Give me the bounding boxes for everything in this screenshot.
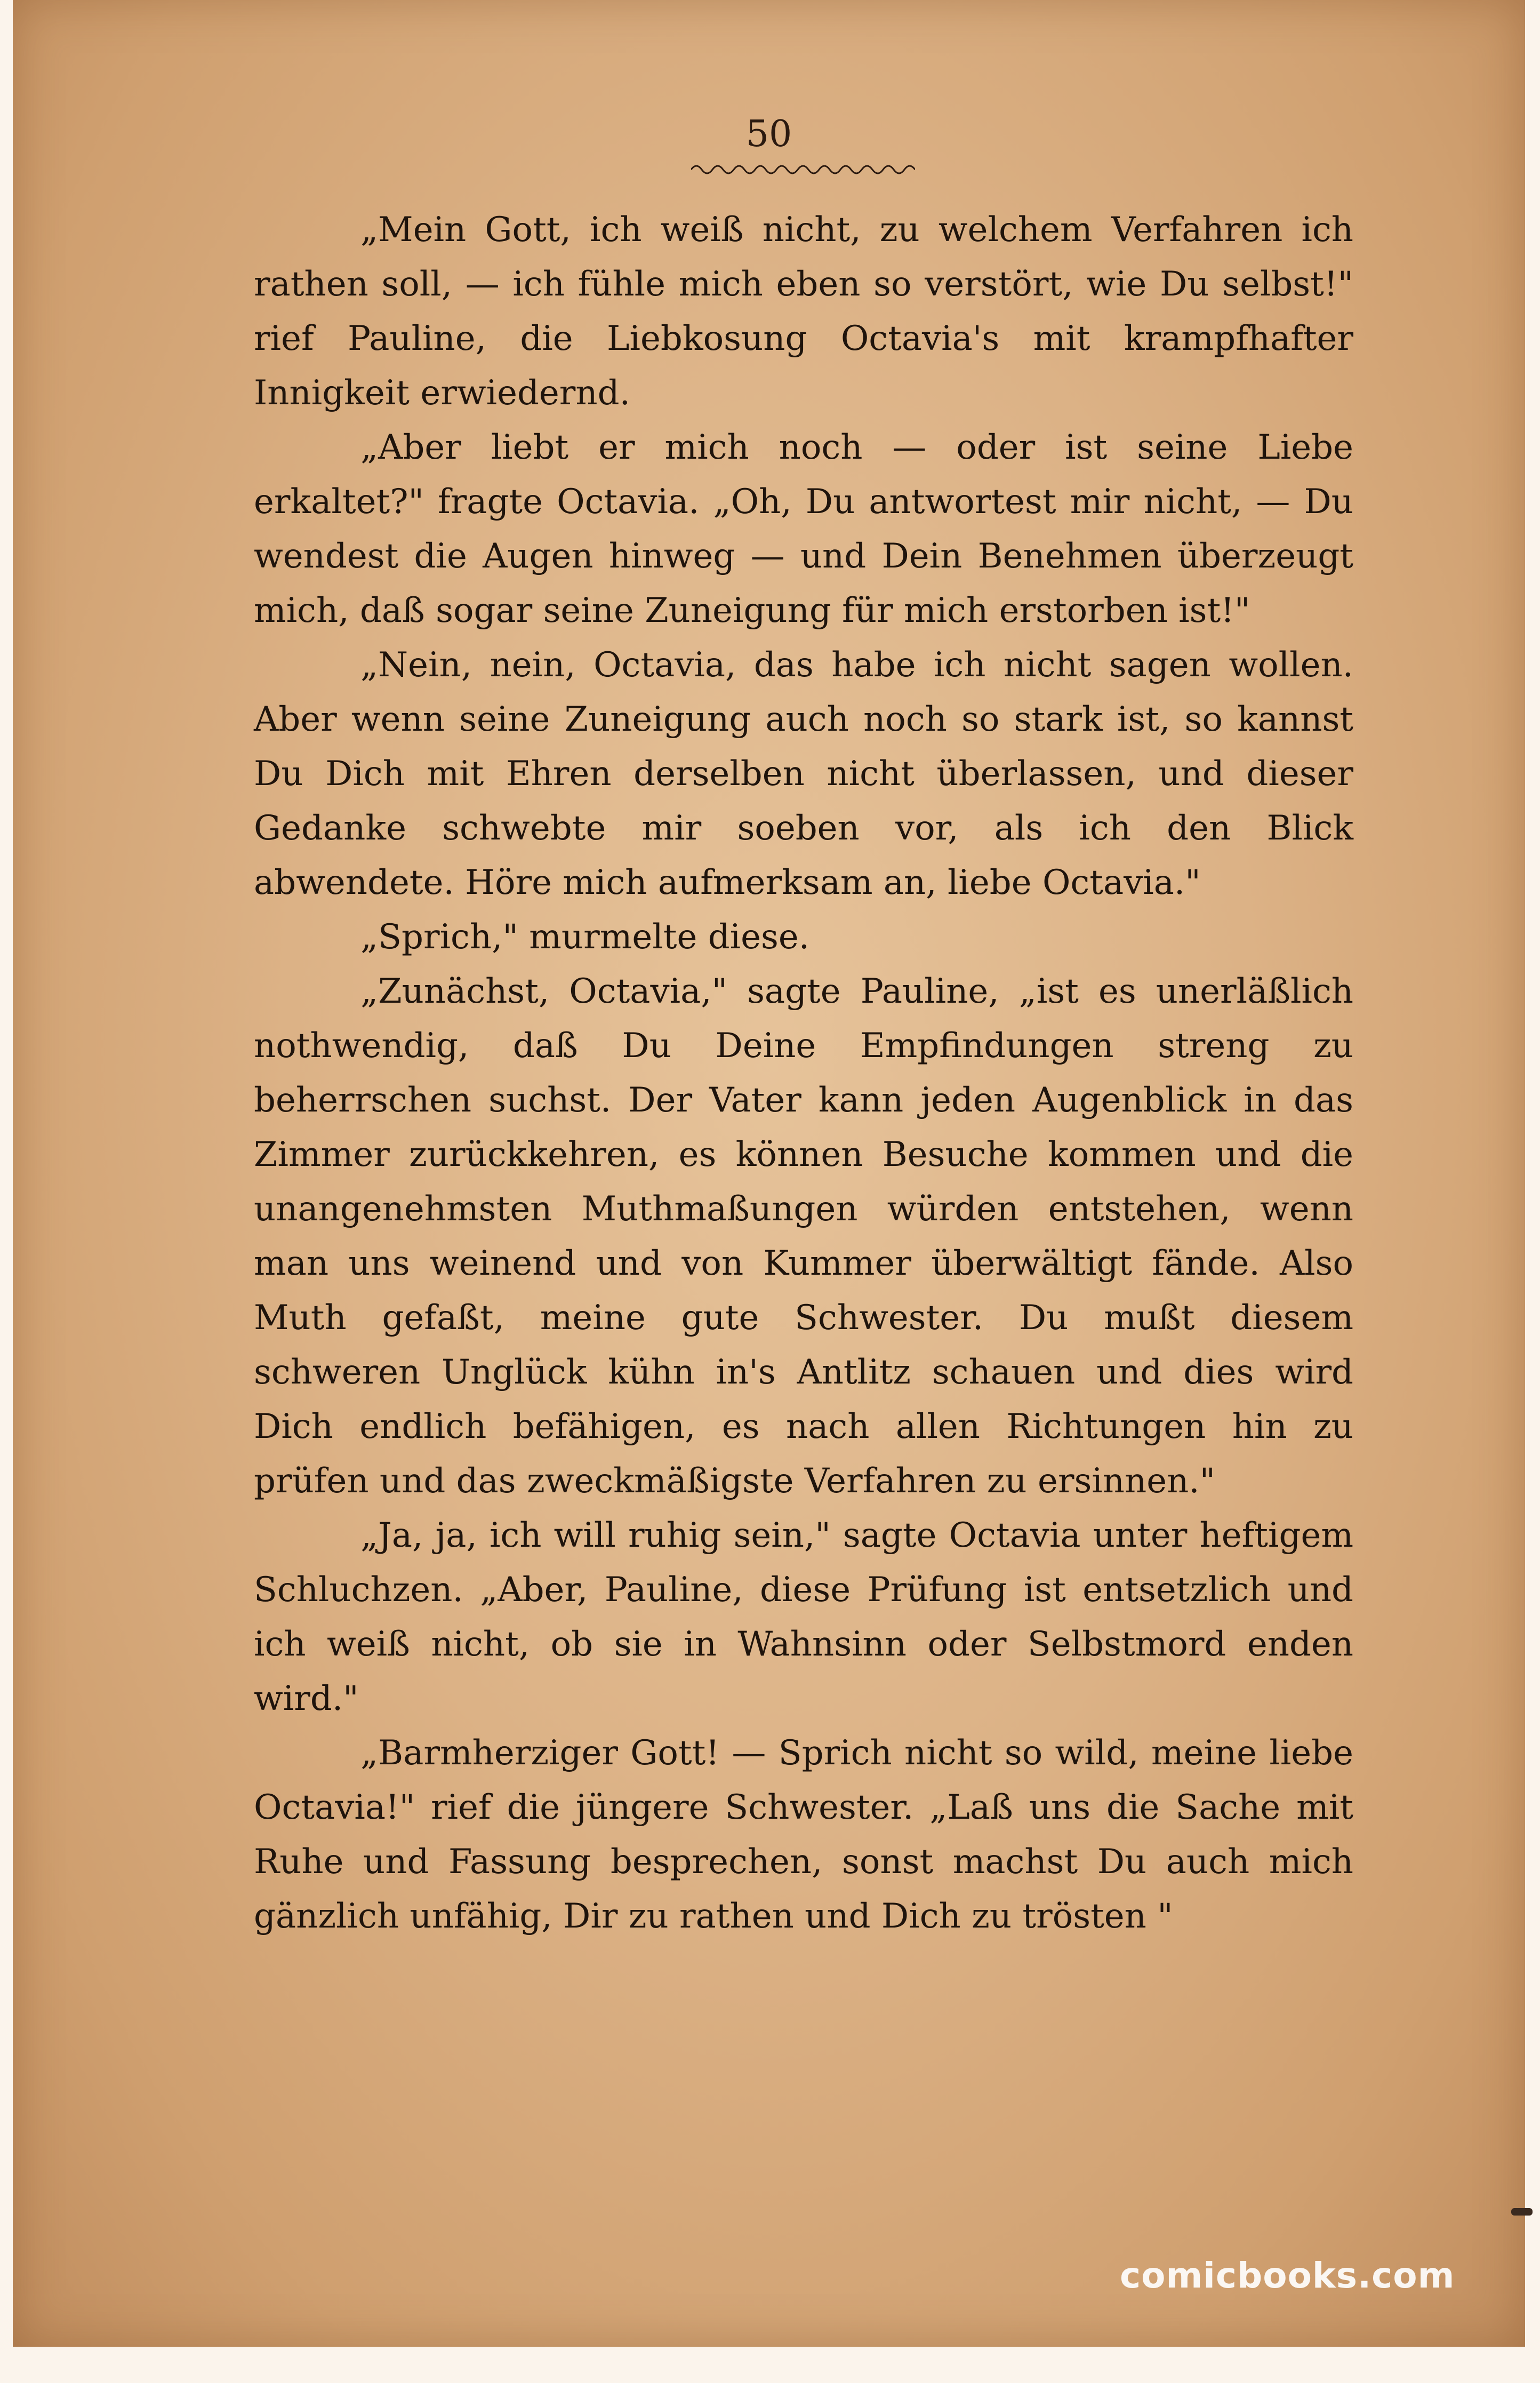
ornament-divider [691,160,915,178]
paragraph: „Sprich," murmelte diese. [360,917,810,957]
paragraph: „Aber liebt er mich noch — oder ist seine Liebe erkaltet?" fragte Octavia. „Oh, Du antwortest mir nicht, — Du wendest die Augen hinweg — und Dein Benehmen überzeugt mich, daß sogar seine Zuneigung für mich erstorben ist!" [254,428,1353,630]
paragraph: „Mein Gott, ich weiß nicht, zu welchem Verfahren ich rathen soll, — ich fühle mich eben so verstört, wie Du selbst!" rief Pauline, die Liebkosung Octavia's mit krampfhafter Innigkeit erwiedernd. [254,210,1353,413]
paragraph: „Nein, nein, Octavia, das habe ich nicht sagen wollen. Aber wenn seine Zuneigung auch noch so stark ist, so kannst Du Dich mit Ehren derselben nicht überlassen, und dieser Gedanke schwebte mir soeben vor, als ich den Blick abwendete. Höre mich aufmerksam an, liebe Octavia." [254,645,1353,902]
paragraph: „Ja, ja, ich will ruhig sein," sagte Octavia unter heftigem Schluchzen. „Aber, Pauline, diese Prüfung ist entsetzlich und ich weiß nicht, ob sie in Wahnsinn oder Selbstmord enden wird." [254,1516,1353,1718]
watermark-text: comicbooks.com [1120,2255,1455,2296]
ink-mark [1511,2208,1533,2216]
page-number: 50 [745,113,792,155]
book-page [13,0,1525,2347]
paragraph: „Zunächst, Octavia," sagte Pauline, „ist es unerläßlich nothwendig, daß Du Deine Empfindungen streng zu beherrschen suchst. Der Vater kann jeden Augenblick in das Zimmer zurückkehren, es können Besuche kommen und die unangenehmsten Muthmaßungen würden entstehen, wenn man uns weinend und von Kummer überwältigt fände. Also Muth gefaßt, meine gute Schwester. Du mußt diesem schweren Unglück kühn in's Antlitz schauen und dies wird Dich endlich befähigen, es nach allen Richtungen hin zu prüfen und das zweckmäßigste Verfahren zu ersinnen." [254,972,1353,1501]
paragraph: „Barmherziger Gott! — Sprich nicht so wild, meine liebe Octavia!" rief die jüngere Schwester. „Laß uns die Sache mit Ruhe und Fassung besprechen, sonst machst Du auch mich gänzlich unfähig, Dir zu rathen und Dich zu trösten " [254,1733,1353,1936]
body-text [254,203,1353,1944]
